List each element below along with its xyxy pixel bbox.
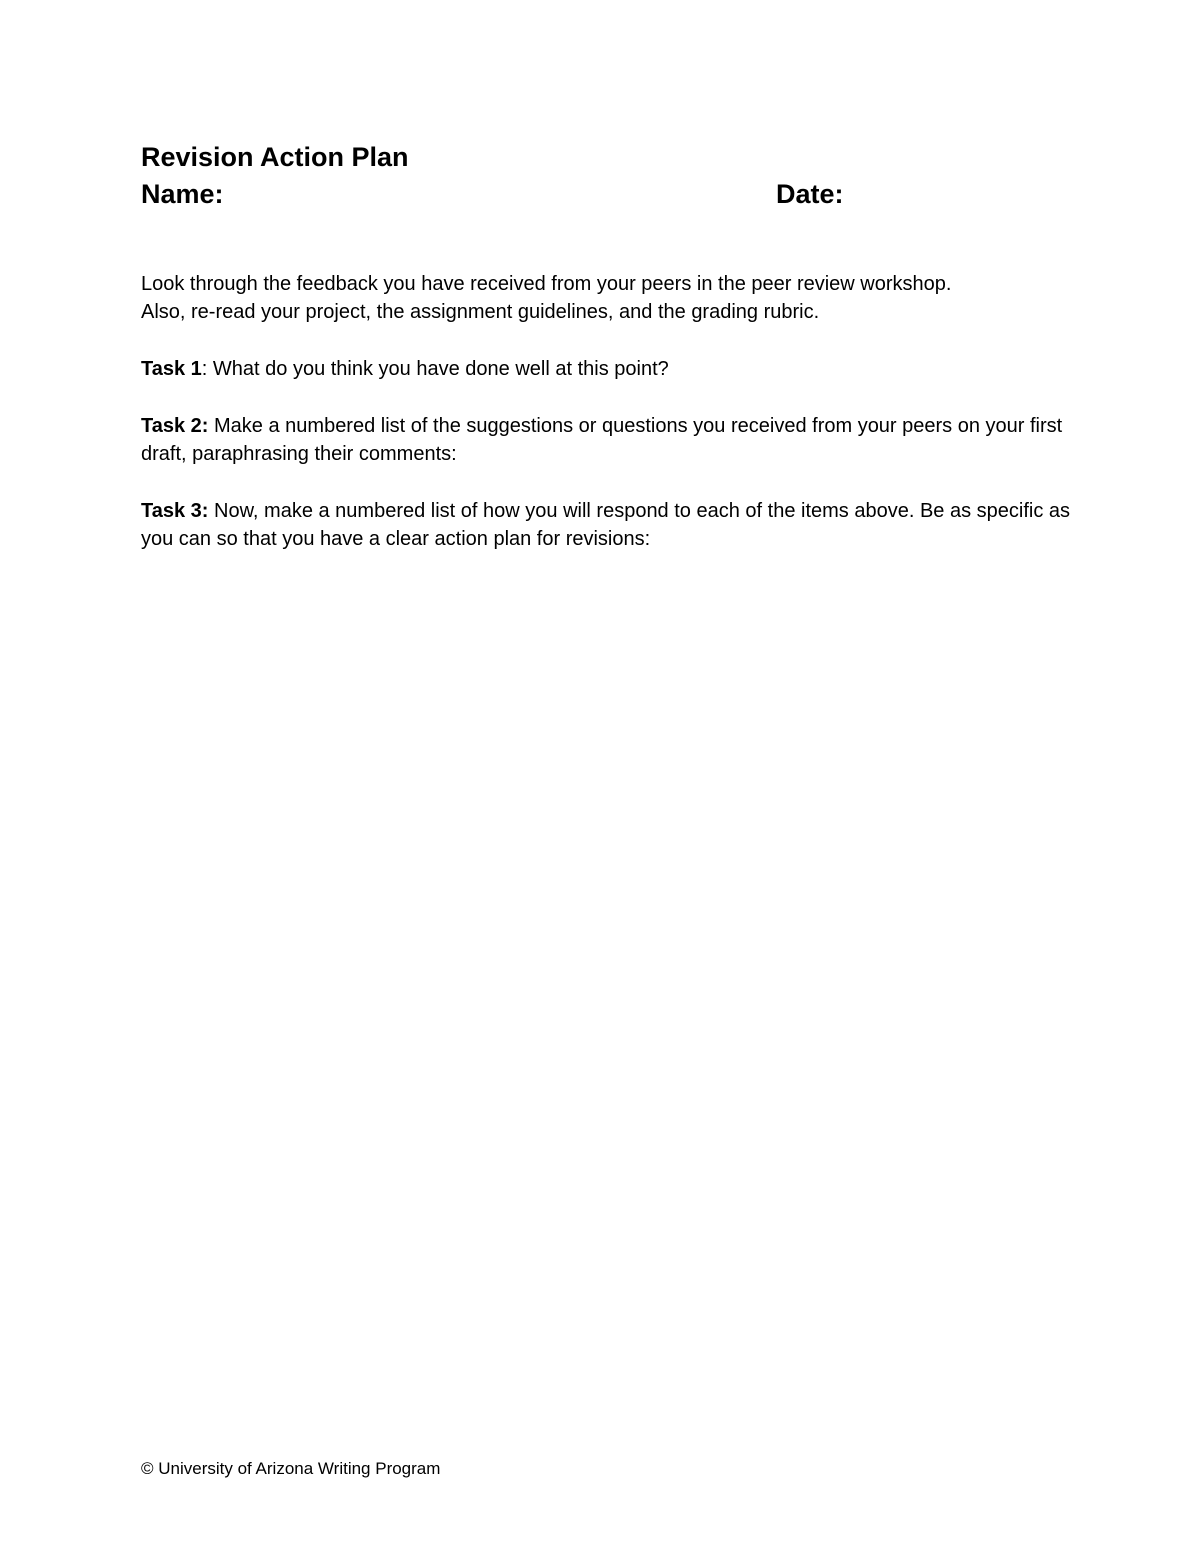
intro-paragraph bbox=[141, 270, 1071, 326]
task-1-text: What do you think you have done well at this point? bbox=[212, 358, 669, 380]
intro-line-2: Also, re-read your project, the assignment guidelines, and the grading rubric. bbox=[141, 301, 820, 323]
copyright-footer: © University of Arizona Writing Program bbox=[141, 1459, 441, 1478]
task-3-text: Now, make a numbered list of how you will respond to each of the items above. Be as specific as you can so that you have a clear action plan for revisions: bbox=[141, 500, 1071, 550]
date-label: Date: bbox=[776, 179, 844, 209]
task-2-label: Task 2: bbox=[141, 415, 209, 437]
task-3-label: Task 3: bbox=[141, 500, 209, 522]
task-2-text: Make a numbered list of the suggestions or questions you received from your peers on your first draft, paraphrasing their comments: bbox=[141, 415, 1063, 465]
task-1-label: Task 1 bbox=[141, 358, 202, 380]
page-title: Revision Action Plan bbox=[141, 142, 409, 172]
intro-line-1: Look through the feedback you have received from your peers in the peer review workshop. bbox=[141, 273, 952, 295]
task-1-separator: : bbox=[201, 358, 213, 380]
task-1 bbox=[141, 355, 1071, 383]
task-3 bbox=[141, 497, 1071, 553]
name-label: Name: bbox=[141, 179, 224, 209]
task-2 bbox=[141, 412, 1071, 468]
